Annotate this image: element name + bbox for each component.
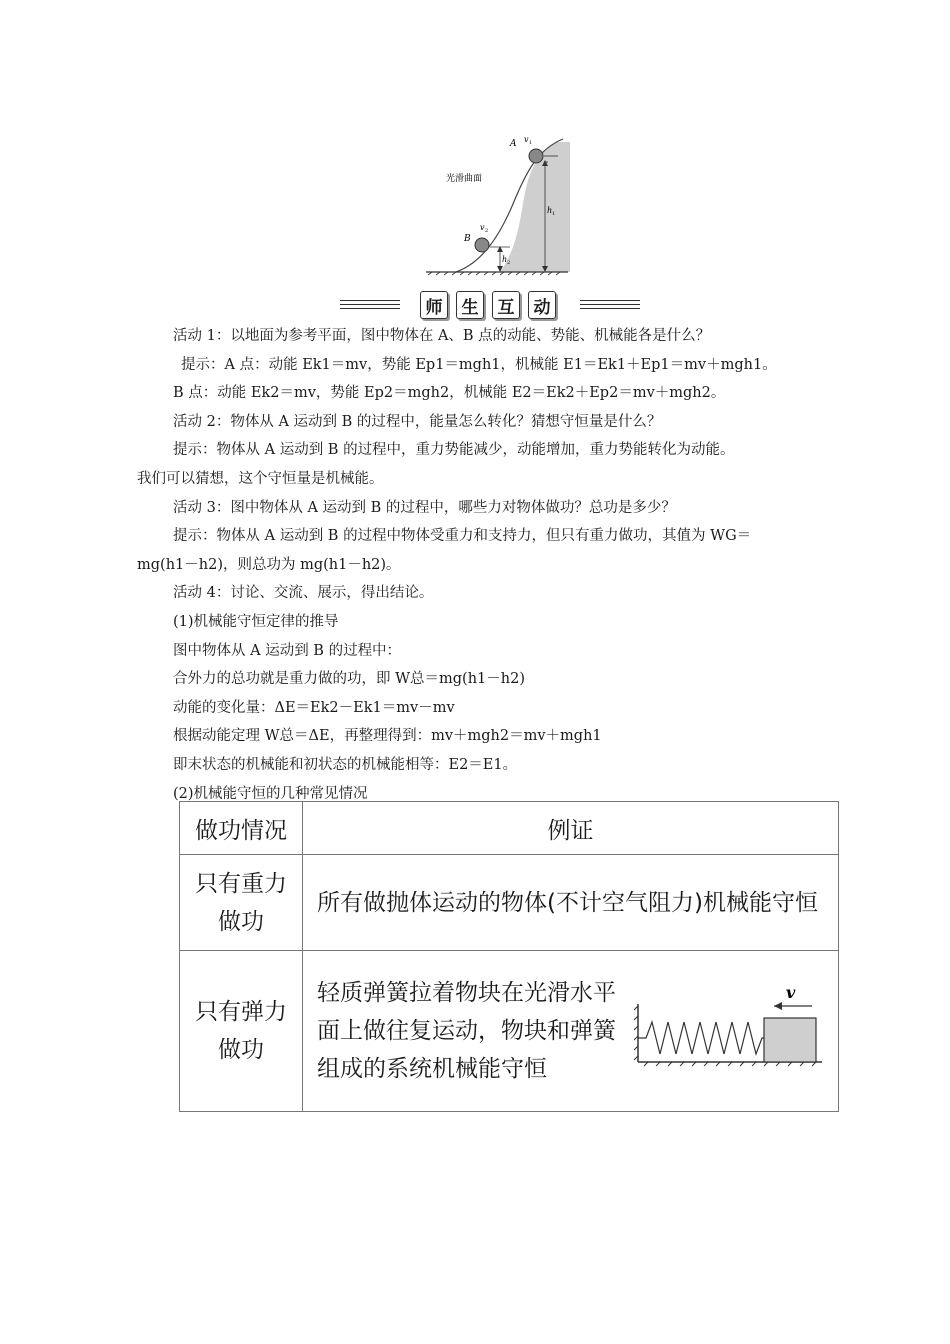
hint-2-cont: 我们可以猜想，这个守恒量是机械能。 (137, 470, 384, 487)
derivation-line: 图中物体从 A 运动到 B 的过程中： (173, 642, 402, 659)
banner-lines-right (580, 300, 640, 312)
hint-3: 提示：物体从 A 运动到 B 的过程中物体受重力和支持力，但只有重力做功，其值为 WG＝ (173, 528, 752, 545)
section-banner (340, 291, 640, 321)
block (764, 1018, 816, 1062)
hint-3-cont: mg(h1－h2)，则总功为 mg(h1－h2)。 (137, 556, 401, 573)
svg-text:1: 1 (529, 140, 533, 146)
svg-text:v: v (480, 223, 485, 232)
derivation-heading: (1)机械能守恒定律的推导 (173, 613, 339, 630)
svg-text:h: h (547, 206, 553, 215)
case-example: 轻质弹簧拉着物块在光滑水平面上做往复运动，物块和弹簧组成的系统机械能守恒 (317, 980, 616, 1082)
hint-1: 提示：A 点：动能 Ek1＝mv，势能 Ep1＝mgh1，机械能 E1＝Ek1＋Ep1＝mv＋mgh1。 (181, 356, 777, 373)
derivation-line: 即末状态的机械能和初状态的机械能相等：E2＝E1。 (173, 756, 518, 773)
hint-2: 提示：物体从 A 运动到 B 的过程中，重力势能减少，动能增加，重力势能转化为动能。 (173, 442, 735, 459)
smooth-curve-figure (418, 124, 570, 280)
derivation-line: 根据动能定理 W总＝ΔE，再整理得到：mv＋mgh2＝mv＋mgh1 (173, 728, 602, 745)
banner-char: 生 (456, 291, 484, 319)
point-a-label: A (510, 139, 517, 149)
activity-3: 活动 3：图中物体从 A 运动到 B 的过程中，哪些力对物体做功？总功是多少？ (173, 499, 676, 516)
case-label: 只有弹力做功 (180, 951, 303, 1112)
case-example: 所有做抛体运动的物体(不计空气阻力)机械能守恒 (303, 855, 839, 951)
cases-heading: (2)机械能守恒的几种常见情况 (173, 785, 368, 802)
svg-text:1: 1 (552, 211, 556, 217)
point-b-label: B (464, 234, 471, 244)
activity-1: 活动 1：以地面为参考平面，图中物体在 A、B 点的动能、势能、机械能各是什么？ (173, 328, 711, 344)
banner-lines-left (340, 300, 400, 312)
svg-text:2: 2 (485, 228, 489, 234)
banner-char: 互 (492, 291, 520, 319)
svg-text:h: h (502, 255, 508, 264)
velocity-label: v (786, 983, 796, 1002)
derivation-line: 合外力的总功就是重力做的功，即 W总＝mg(h1－h2) (173, 671, 525, 688)
body-text (137, 322, 817, 808)
curve-label: 光滑曲面 (446, 174, 483, 184)
banner-char: 师 (420, 291, 448, 319)
hint-1-b: B 点：动能 Ek2＝mv，势能 Ep2＝mgh2，机械能 E2＝Ek2＋Ep2＝mv＋mgh2。 (173, 385, 726, 402)
activity-4: 活动 4：讨论、交流、展示，得出结论。 (173, 585, 434, 602)
table-header: 例证 (303, 802, 839, 855)
svg-text:v: v (524, 135, 529, 144)
svg-text:2: 2 (507, 260, 511, 266)
activity-2: 活动 2：物体从 A 运动到 B 的过程中，能量怎么转化？猜想守恒量是什么？ (173, 413, 662, 430)
banner-char: 动 (528, 291, 556, 319)
conservation-cases-table (179, 801, 839, 1112)
table-header: 做功情况 (180, 802, 303, 855)
derivation-line: 动能的变化量：ΔE＝Ek2－Ek1＝mv－mv (173, 699, 455, 716)
spring (638, 1022, 764, 1054)
case-label: 只有重力做功 (180, 855, 303, 951)
spring-block-figure (634, 976, 824, 1086)
